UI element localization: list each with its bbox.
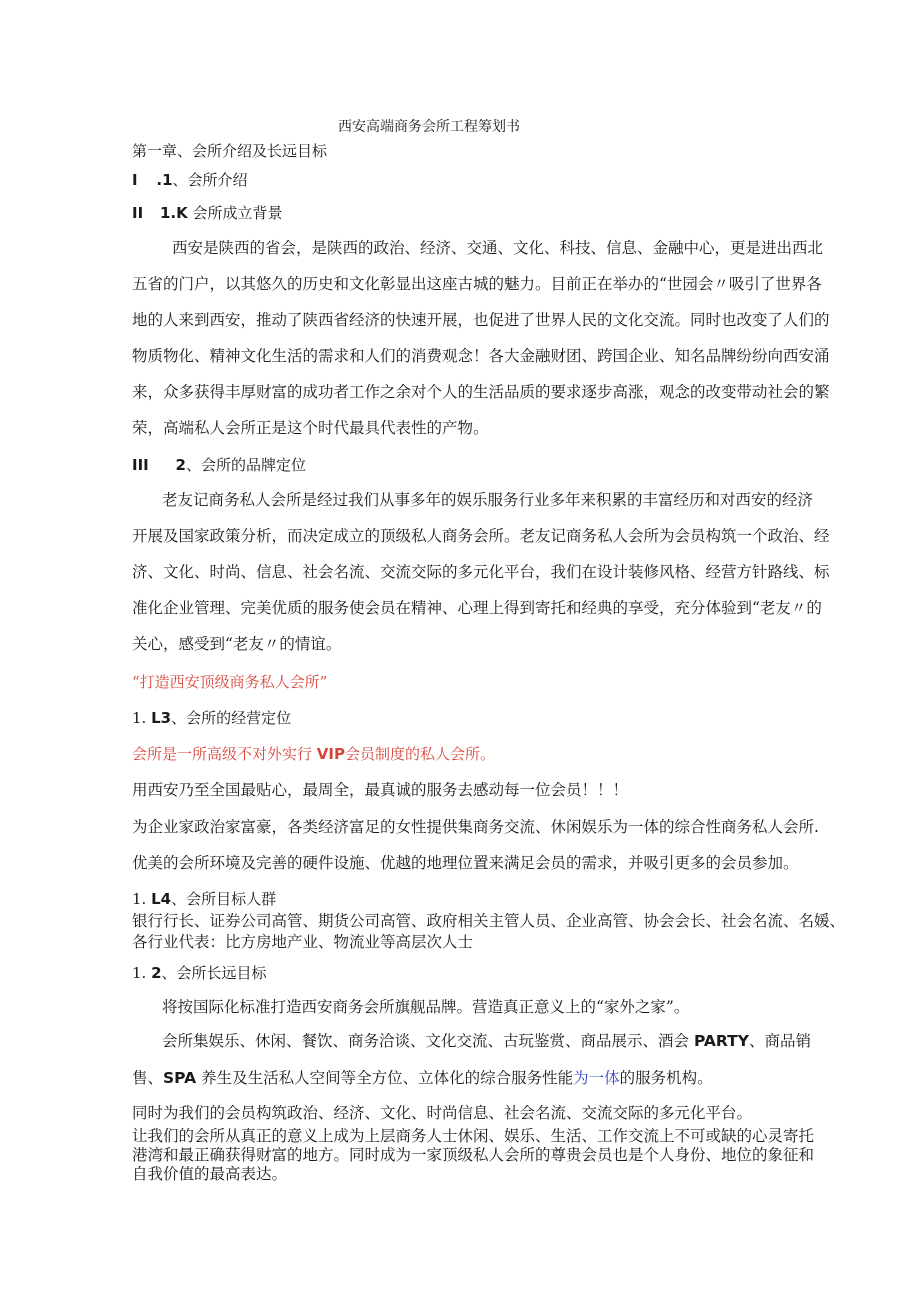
section-number: 1. xyxy=(132,709,147,727)
section-heading-intro xyxy=(132,170,248,190)
services-pre: 会所集娱乐、休闲、餐饮、商务洽谈、文化交流、古玩鉴赏、商品展示、酒会 xyxy=(162,1032,690,1050)
section-text: 、会所的品牌定位 xyxy=(185,456,306,474)
final-line: 让我们的会所从真正的意义上成为上层商务人士休闲、娱乐、生活、工作交流上不可或缺的心灵寄托 xyxy=(132,1127,815,1145)
section-number: 1. xyxy=(132,890,147,908)
section-heading-background xyxy=(132,203,283,223)
section-heading-goal xyxy=(132,963,267,983)
vip-post: 会员制度的私人会所。 xyxy=(344,745,495,763)
party-text: PARTY xyxy=(693,1032,749,1050)
services-line xyxy=(132,1068,713,1088)
section-label: L3 xyxy=(151,709,172,727)
services-blue: 为一体 xyxy=(573,1069,620,1087)
paragraph-line: 西安是陕西的省会，是陕西的政治、经济、交通、文化、科技、信息、金融中心，更是进出西北 xyxy=(172,239,824,257)
target-line: 银行行长、证券公司高管、期货公司高管、政府相关主管人员、企业高管、协会会长、社会名流、名媛、 xyxy=(132,912,846,930)
document-title: 西安高端商务会所工程筹划书 xyxy=(338,119,520,135)
target-line: 各行业代表：比方房地产业、物流业等高层次人士 xyxy=(132,933,474,951)
section-heading-brand xyxy=(132,455,306,475)
section-text: 、会所的经营定位 xyxy=(171,709,292,727)
vip-statement xyxy=(132,744,495,764)
services-pre: 售、 xyxy=(132,1069,164,1087)
paragraph-line: 关心，感受到“老友〃的情谊。 xyxy=(132,635,342,653)
section-label: 2 xyxy=(175,456,186,474)
spa-text: SPA xyxy=(163,1069,197,1087)
paragraph-line: 开展及国家政策分析，而决定成立的顶级私人商务会所。老友记商务私人会所为会员构筑一个政治、经 xyxy=(132,527,830,545)
paragraph-line: 济、文化、时尚、信息、社会名流、交流交际的多元化平台，我们在设计装修风格、经营方针路线、标 xyxy=(132,563,830,581)
section-number: 1. xyxy=(132,964,147,982)
services-mid: 养生及生活私人空间等全方位、立体化的综合服务性能 xyxy=(201,1069,574,1087)
section-text: 、会所长远目标 xyxy=(161,964,267,982)
section-heading-target xyxy=(132,889,276,909)
section-text: 、会所目标人群 xyxy=(171,890,277,908)
section-label: .1 xyxy=(156,171,173,189)
section-number: I xyxy=(132,171,138,189)
services-post: 、商品销 xyxy=(748,1032,811,1050)
goal-line: 将按国际化标准打造西安商务会所旗舰品牌。营造真正意义上的“家外之家”。 xyxy=(162,998,690,1016)
paragraph-line: 老友记商务私人会所是经过我们从事多年的娱乐服务行业多年来积累的丰富经历和对西安的经济 xyxy=(162,491,814,509)
paragraph-line: 来，众多获得丰厚财富的成功者工作之余对个人的生活品质的要求逐步高涨，观念的改变带动社会的繁 xyxy=(132,383,830,401)
section-label: 1.K xyxy=(159,204,188,222)
final-line: 港湾和最正确获得财富的地方。同时成为一家顶级私人会所的尊贵会员也是个人身份、地位的象征和 xyxy=(132,1146,815,1164)
platform-line: 同时为我们的会员构筑政治、经济、文化、时尚信息、社会名流、交流交际的多元化平台。 xyxy=(132,1104,753,1122)
environment-line: 优美的会所环境及完善的硬件设施、优越的地理位置来满足会员的需求，并吸引更多的会员参加。 xyxy=(132,854,799,872)
section-label: 2 xyxy=(151,964,162,982)
paragraph-line: 准化企业管理、完美优质的服务使会员在精神、心理上得到寄托和经典的享受，充分体验到“老友〃的 xyxy=(132,599,822,617)
section-number: II xyxy=(132,204,144,222)
final-line: 自我价值的最高表达。 xyxy=(132,1165,288,1183)
service-line: 用西安乃至全国最贴心，最周全，最真诚的服务去感动每一位会员！！！ xyxy=(132,781,629,799)
entrepreneur-line: 为企业家政治家富豪，各类经济富足的女性提供集商务交流、休闲娱乐为一体的综合性商务私人会所. xyxy=(132,818,819,836)
section-text: 、会所介绍 xyxy=(172,171,248,189)
vip-text: VIP xyxy=(316,745,345,763)
section-label: L4 xyxy=(151,890,172,908)
section-text: 会所成立背景 xyxy=(192,204,283,222)
slogan: “打造西安顶级商务私人会所” xyxy=(132,673,328,691)
paragraph-line: 荣，高端私人会所正是这个时代最具代表性的产物。 xyxy=(132,419,489,437)
services-post: 的服务机构。 xyxy=(619,1069,713,1087)
paragraph-line: 五省的门户，以其悠久的历史和文化彰显出这座古城的魅力。目前正在举办的“世园会〃吸引了世界各 xyxy=(132,275,822,293)
section-number: III xyxy=(132,456,149,474)
chapter-heading: 第一章、会所介绍及长远目标 xyxy=(132,142,328,160)
paragraph-line: 物质物化、精神文化生活的需求和人们的消费观念！各大金融财团、跨国企业、知名品牌纷纷向西安涌 xyxy=(132,347,830,365)
paragraph-line: 地的人来到西安，推动了陕西省经济的快速开展，也促进了世界人民的文化交流。同时也改变了人们的 xyxy=(132,311,830,329)
vip-pre: 会所是一所高级不对外实行 xyxy=(132,745,313,763)
services-line xyxy=(162,1031,811,1051)
section-heading-operation xyxy=(132,708,291,728)
